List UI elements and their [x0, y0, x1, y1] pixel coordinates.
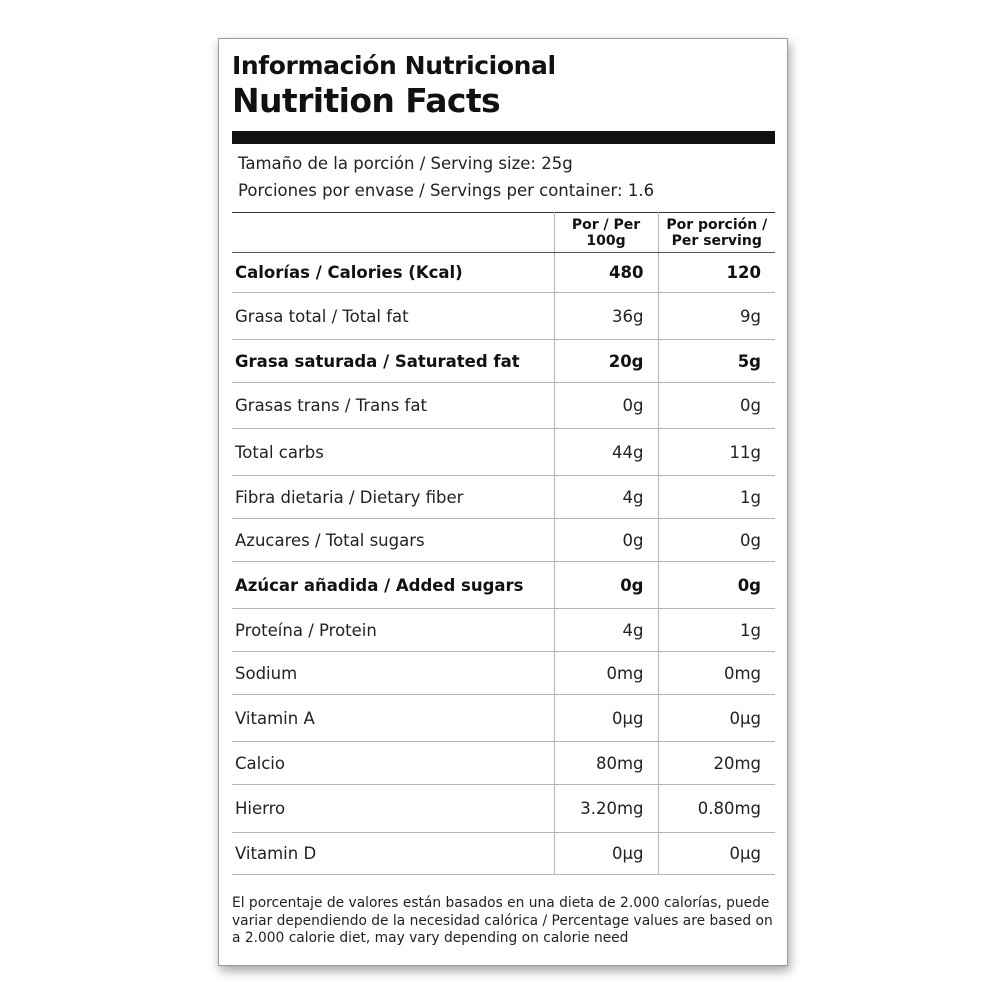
table-row	[232, 429, 775, 476]
value-per-serving: 9g	[658, 293, 775, 340]
nutrient-name: Total carbs	[232, 429, 554, 476]
table-row	[232, 340, 775, 383]
table-row	[232, 253, 775, 293]
table-row	[232, 695, 775, 742]
nutrient-name: Sodium	[232, 652, 554, 695]
table-row	[232, 562, 775, 609]
value-per-serving: 20mg	[658, 742, 775, 785]
header-nutrient	[232, 213, 554, 253]
value-per-100g: 480	[554, 253, 658, 293]
serving-size: Tamaño de la porción / Serving size: 25g	[238, 154, 573, 173]
table-row	[232, 742, 775, 785]
nutrient-name: Vitamin A	[232, 695, 554, 742]
nutrient-name: Fibra dietaria / Dietary fiber	[232, 476, 554, 519]
header-per-serving-line1: Por porción /	[666, 217, 768, 233]
table-row	[232, 652, 775, 695]
servings-per-container: Porciones por envase / Servings per container: 1.6	[238, 181, 655, 200]
nutrients-table	[232, 212, 775, 875]
value-per-serving: 0mg	[658, 652, 775, 695]
table-row	[232, 383, 775, 429]
value-per-serving: 0µg	[658, 695, 775, 742]
header-per-serving	[658, 213, 775, 253]
value-per-100g: 20g	[554, 340, 658, 383]
value-per-100g: 0mg	[554, 652, 658, 695]
value-per-100g: 0g	[554, 383, 658, 429]
footnote: El porcentaje de valores están basados en una dieta de 2.000 calorías, puede variar dependiendo de la necesidad calórica / Percentage values are based on a 2.000 calorie diet, may vary depending on calorie need	[232, 895, 773, 946]
value-per-serving: 1g	[658, 476, 775, 519]
value-per-100g: 3.20mg	[554, 785, 658, 833]
table-row	[232, 293, 775, 340]
value-per-100g: 0g	[554, 562, 658, 609]
table-header-row	[232, 213, 775, 253]
header-per-100g-line2: 100g	[586, 233, 626, 249]
nutrients-table-body	[232, 253, 775, 875]
value-per-serving: 1g	[658, 609, 775, 652]
title-spanish: Información Nutricional	[232, 51, 556, 80]
table-row	[232, 519, 775, 562]
value-per-100g: 0µg	[554, 695, 658, 742]
value-per-serving: 11g	[658, 429, 775, 476]
nutrient-name: Grasa total / Total fat	[232, 293, 554, 340]
nutrient-name: Calcio	[232, 742, 554, 785]
nutrients-table-wrapper	[232, 212, 775, 875]
nutrient-name: Grasas trans / Trans fat	[232, 383, 554, 429]
nutrient-name: Grasa saturada / Saturated fat	[232, 340, 554, 383]
value-per-100g: 0g	[554, 519, 658, 562]
header-per-serving-line2: Per serving	[671, 233, 762, 249]
nutrient-name: Hierro	[232, 785, 554, 833]
table-row	[232, 785, 775, 833]
value-per-100g: 4g	[554, 609, 658, 652]
table-row	[232, 609, 775, 652]
header-per-100g	[554, 213, 658, 253]
value-per-100g: 0µg	[554, 833, 658, 875]
value-per-serving: 0g	[658, 562, 775, 609]
nutrient-name: Azucares / Total sugars	[232, 519, 554, 562]
header-per-100g-line1: Por / Per	[571, 217, 641, 233]
value-per-100g: 4g	[554, 476, 658, 519]
table-row	[232, 476, 775, 519]
table-row	[232, 833, 775, 875]
value-per-serving: 0.80mg	[658, 785, 775, 833]
thick-divider	[232, 131, 775, 144]
value-per-serving: 0µg	[658, 833, 775, 875]
value-per-serving: 120	[658, 253, 775, 293]
nutrient-name: Proteína / Protein	[232, 609, 554, 652]
nutrient-name: Azúcar añadida / Added sugars	[232, 562, 554, 609]
value-per-100g: 44g	[554, 429, 658, 476]
value-per-serving: 0g	[658, 519, 775, 562]
value-per-100g: 80mg	[554, 742, 658, 785]
value-per-100g: 36g	[554, 293, 658, 340]
nutrition-label	[218, 38, 788, 966]
nutrient-name: Vitamin D	[232, 833, 554, 875]
value-per-serving: 0g	[658, 383, 775, 429]
nutrient-name: Calorías / Calories (Kcal)	[232, 253, 554, 293]
title-english: Nutrition Facts	[232, 81, 501, 120]
value-per-serving: 5g	[658, 340, 775, 383]
